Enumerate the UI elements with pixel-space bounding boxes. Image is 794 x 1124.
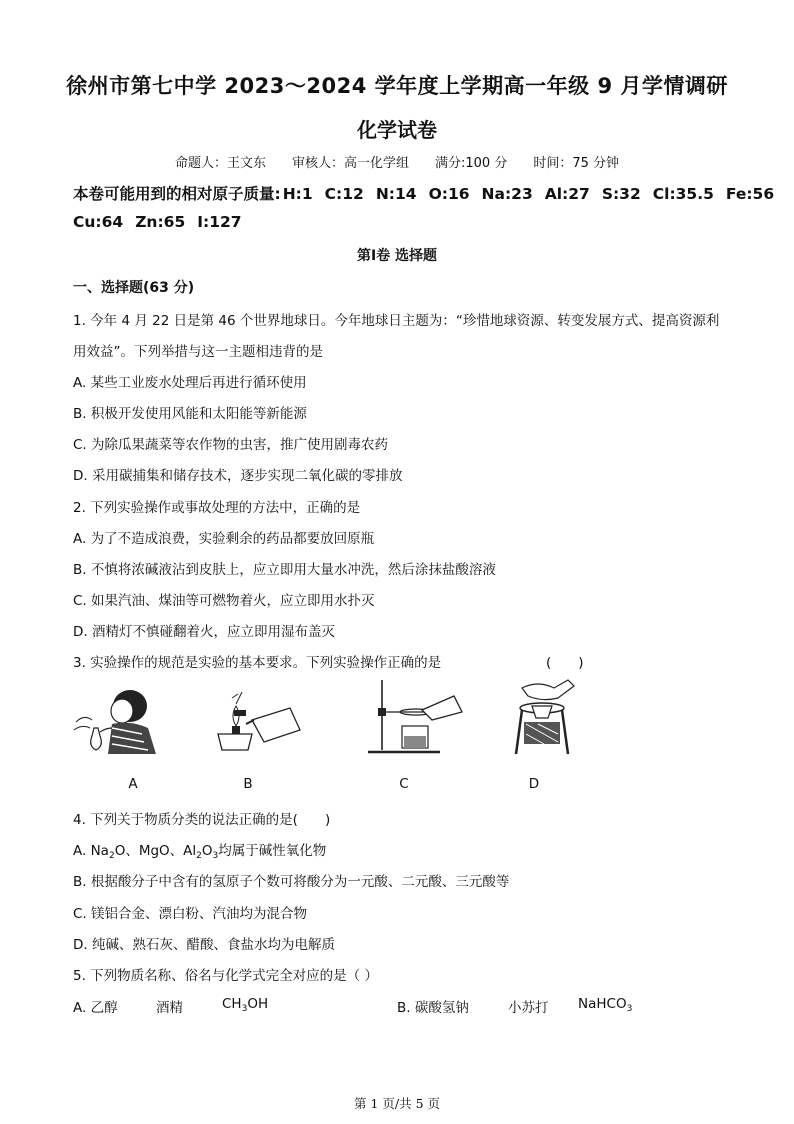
q4-stem: 4. 下列关于物质分类的说法正确的是( ) — [73, 812, 331, 828]
text: OH — [247, 996, 269, 1012]
q1-option-d: D. 采用碳捕集和储存技术，逐步实现二氧化碳的零排放 — [73, 468, 403, 484]
q5-option-a-common-name: 酒精 — [156, 1000, 183, 1016]
q4-option-c: C. 镁铝合金、漂白粉、汽油均为混合物 — [73, 906, 308, 922]
figure-b-alcohol-lamp-illustration — [212, 690, 304, 756]
atomic-masses-line-1 — [73, 182, 774, 204]
atom-mass: S:32 — [601, 185, 641, 203]
time-limit: 时间：75 分钟 — [533, 156, 620, 171]
q1-stem-1: 1. 今年 4 月 22 日是第 46 个世界地球日。今年地球日主题为：“珍惜地球资源、转变发展方式、提高资源利 — [73, 313, 720, 329]
atom-mass: C:12 — [324, 185, 364, 203]
q1-option-a: A. 某些工业废水处理后再进行循环使用 — [73, 375, 307, 391]
author: 命题人：王文东 — [174, 156, 266, 171]
atom-mass: Cl:35.5 — [652, 185, 714, 203]
text: A. Na — [73, 843, 109, 859]
exam-title: 徐州市第七中学 2023～2024 学年度上学期高一年级 9 月学情调研 — [66, 74, 728, 98]
subscript: 3 — [241, 1004, 248, 1014]
atom-mass: Fe:56 — [725, 185, 775, 203]
figure-label-c: C — [399, 776, 409, 792]
text: O — [201, 843, 213, 859]
atom-mass: Al:27 — [544, 185, 590, 203]
exam-meta — [0, 152, 794, 171]
q1-option-b: B. 积极开发使用风能和太阳能等新能源 — [73, 406, 307, 422]
atom-mass: Na:23 — [481, 185, 533, 203]
q1-option-c: C. 为除瓜果蔬菜等农作物的虫害，推广使用剧毒农药 — [73, 437, 389, 453]
reviewer: 审核人：高一化学组 — [291, 156, 409, 171]
figure-label-a: A — [128, 776, 138, 792]
atom-mass: O:16 — [428, 185, 470, 203]
subscript: 3 — [626, 1004, 633, 1014]
full-score: 满分:100 分 — [435, 156, 508, 171]
atom-mass: I:127 — [197, 213, 242, 231]
section-title: 一、选择题(63 分) — [73, 280, 195, 296]
q4-option-b: B. 根据酸分子中含有的氢原子个数可将酸分为一元酸、二元酸、三元酸等 — [73, 874, 510, 890]
q2-option-a: A. 为了不造成浪费，实验剩余的药品都要放回原瓶 — [73, 531, 375, 547]
text: O、MgO、Al — [114, 843, 197, 859]
q2-option-c: C. 如果汽油、煤油等可燃物着火，应立即用水扑灭 — [73, 593, 375, 609]
atom-mass: N:14 — [375, 185, 417, 203]
q5-option-a-formula — [222, 996, 268, 1014]
q5-option-b-formula — [578, 996, 632, 1014]
q2-option-b: B. 不慎将浓碱液沾到皮肤上，应立即用大量水冲洗，然后涂抹盐酸溶液 — [73, 562, 496, 578]
atomic-masses-line-2 — [73, 213, 254, 231]
atomic-masses-label: 本卷可能用到的相对原子质量: — [73, 185, 281, 203]
q3-answer-paren: ( ) — [546, 655, 584, 671]
q3-stem: 3. 实验操作的规范是实验的基本要求。下列实验操作正确的是 — [73, 655, 442, 671]
figure-label-b: B — [243, 776, 253, 792]
q5-option-b-label: B. 碳酸氢钠 — [397, 1000, 469, 1016]
text: NaHCO — [578, 996, 627, 1012]
q2-option-d: D. 酒精灯不慎碰翻着火，应立即用湿布盖灭 — [73, 624, 335, 640]
figure-label-d: D — [528, 776, 540, 792]
subscript: 2 — [108, 851, 115, 861]
subscript: 3 — [212, 851, 219, 861]
atom-mass: Cu:64 — [73, 213, 124, 231]
q2-stem: 2. 下列实验操作或事故处理的方法中，正确的是 — [73, 500, 361, 516]
volume-title: 第Ⅰ卷 选择题 — [356, 248, 438, 264]
q1-stem-2: 用效益”。下列举措与这一主题相违背的是 — [73, 344, 323, 360]
text: CH — [222, 996, 242, 1012]
q5-option-b-common-name: 小苏打 — [508, 1000, 549, 1016]
text: 均属于碱性氧化物 — [218, 843, 327, 859]
figure-d-tripod-illustration — [508, 678, 578, 762]
page-footer: 第 1 页/共 5 页 — [353, 1096, 440, 1111]
atom-mass: H:1 — [282, 185, 313, 203]
q5-stem: 5. 下列物质名称、俗名与化学式完全对应的是（ ） — [73, 968, 378, 984]
q5-option-a-label: A. 乙醇 — [73, 1000, 118, 1016]
q4-option-d: D. 纯碱、熟石灰、醋酸、食盐水均为电解质 — [73, 937, 335, 953]
subscript: 2 — [196, 851, 202, 861]
exam-subtitle: 化学试卷 — [357, 118, 437, 142]
figure-a-smelling-illustration — [72, 684, 164, 754]
q4-option-a — [73, 839, 326, 861]
atom-mass: Zn:65 — [135, 213, 186, 231]
figure-c-ring-stand-illustration — [362, 676, 472, 756]
